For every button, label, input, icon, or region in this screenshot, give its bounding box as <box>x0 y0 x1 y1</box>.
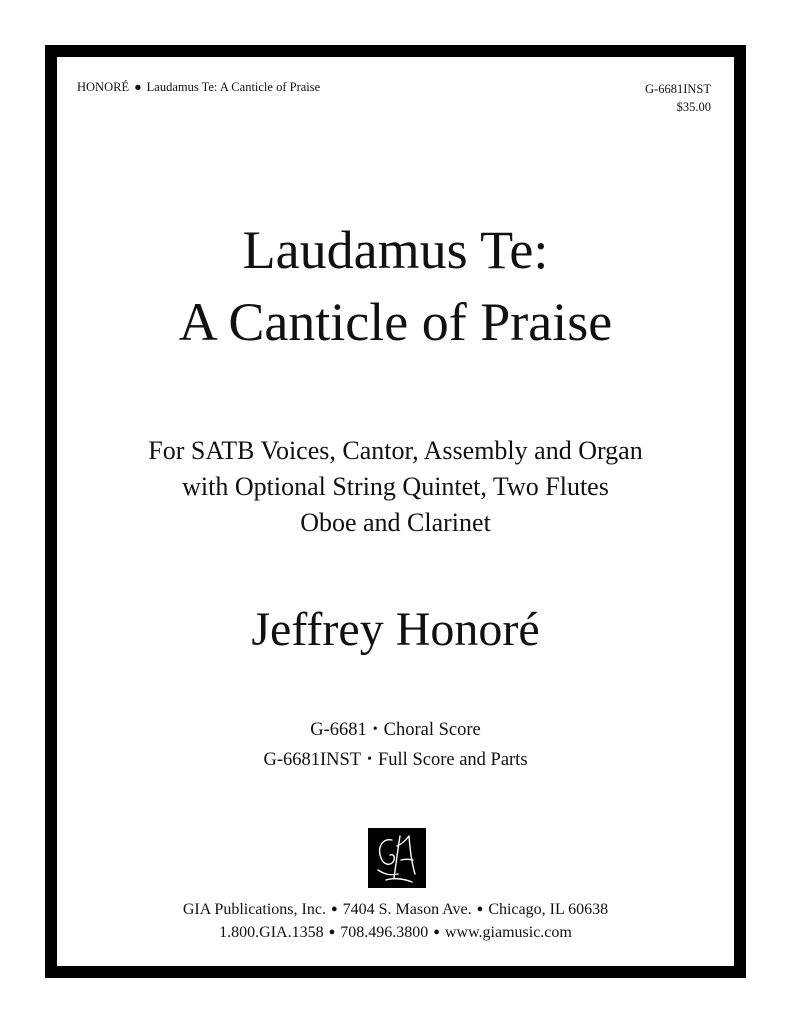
header-price: $35.00 <box>676 100 711 114</box>
edition-bullet: • <box>367 752 372 767</box>
footer-address-line <box>58 898 733 921</box>
publisher-phone: 708.496.3800 <box>340 924 429 941</box>
gia-logo-icon <box>368 828 426 888</box>
publisher-name: GIA Publications, Inc. <box>182 901 326 918</box>
edition-item <box>58 715 733 745</box>
running-header <box>77 80 320 95</box>
edition-description: Full Score and Parts <box>378 750 528 770</box>
footer-separator: ● <box>433 926 440 938</box>
subtitle-line-1: For SATB Voices, Cantor, Assembly and Organ <box>148 436 643 465</box>
header-title: Laudamus Te: A Canticle of Praise <box>146 80 321 94</box>
footer-separator: ● <box>330 903 338 915</box>
edition-code: G-6681 <box>310 720 367 740</box>
footer-separator: ● <box>328 926 336 938</box>
composer-name: Jeffrey Honoré <box>251 603 540 656</box>
edition-description: Choral Score <box>383 720 481 740</box>
edition-bullet: • <box>372 722 378 737</box>
footer-contact-line <box>58 921 733 944</box>
publisher-street: 7404 S. Mason Ave. <box>342 901 472 918</box>
instrumentation-subtitle <box>58 433 733 541</box>
header-composer: HONORÉ <box>77 80 130 94</box>
header-catalog-code: G-6681INST <box>645 82 711 96</box>
publisher-footer <box>58 898 733 944</box>
publisher-tollfree: 1.800.GIA.1358 <box>219 924 324 941</box>
edition-list <box>58 715 733 775</box>
footer-separator: ● <box>476 903 484 915</box>
subtitle-line-3: Oboe and Clarinet <box>300 508 491 537</box>
header-catalog-info <box>645 80 711 116</box>
edition-item <box>58 745 733 775</box>
title-line-2: A Canticle of Praise <box>178 292 613 352</box>
edition-code: G-6681INST <box>263 750 362 770</box>
header-separator: ● <box>134 80 142 94</box>
publisher-city: Chicago, IL 60638 <box>488 901 609 918</box>
subtitle-line-2: with Optional String Quintet, Two Flutes <box>182 472 609 501</box>
title-line-1: Laudamus Te: <box>242 220 549 280</box>
publisher-website: www.giamusic.com <box>444 924 572 941</box>
page-title <box>58 214 733 358</box>
